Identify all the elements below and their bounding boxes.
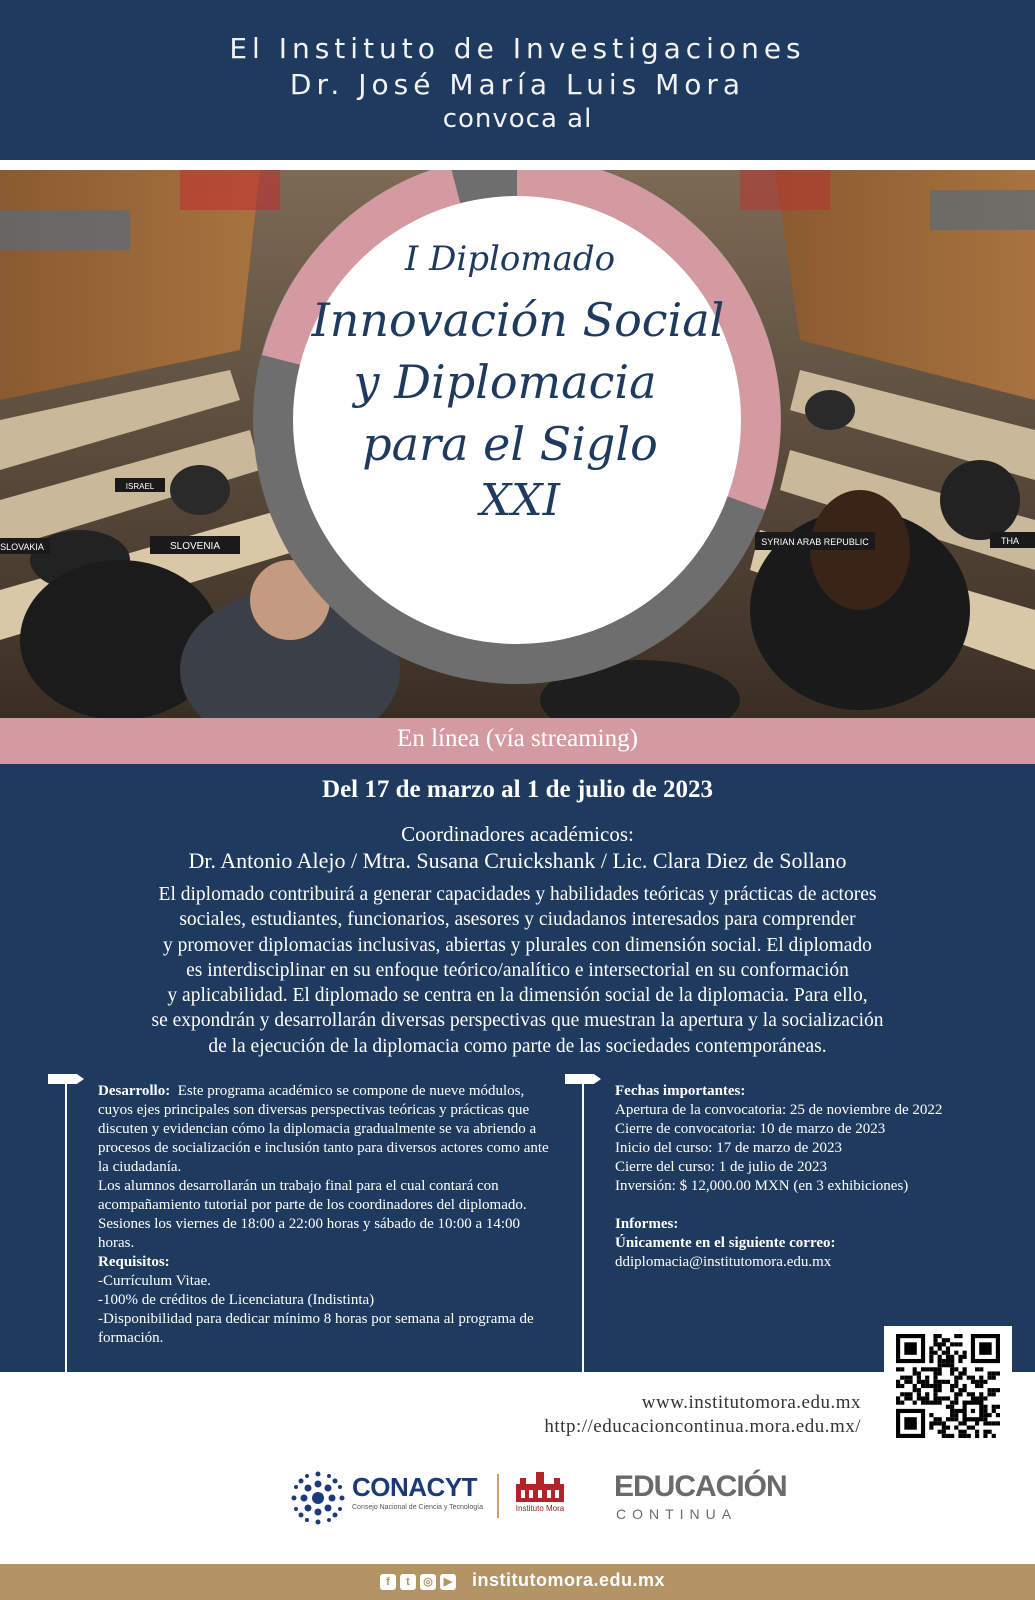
social-icons	[380, 1573, 460, 1591]
twitter-icon[interactable]: t	[400, 1574, 416, 1590]
flag-marker	[48, 1074, 84, 1084]
dates-text	[615, 1082, 1005, 1272]
fecha-item: Apertura de la convocatoria: 25 de noviembre de 2022	[615, 1102, 943, 1118]
requisito-item: -Currículum Vitae.	[98, 1273, 211, 1289]
assembly-hall-photo	[0, 170, 1035, 718]
description-line: El diplomado contribuirá a generar capacidades y habilidades teóricas y prácticas de actores	[158, 884, 877, 905]
streaming-label: En línea (vía streaming)	[397, 725, 638, 752]
streaming-band	[0, 718, 1035, 764]
alumnos-text: Los alumnos desarrollarán un trabajo final para el cual contará con acompañamiento tutorial por parte de los coordinadores del diplomado.	[98, 1178, 527, 1213]
title-line-3: y Diplomacia	[353, 355, 657, 409]
fecha-item: Inicio del curso: 17 de marzo de 2023	[615, 1140, 843, 1156]
sponsor-logos	[290, 1466, 787, 1532]
bottom-website-link[interactable]: institutomora.edu.mx	[472, 1570, 666, 1590]
sesiones-text: Sesiones los viernes de 18:00 a 22:00 horas y sábado de 10:00 a 14:00 horas.	[98, 1216, 521, 1251]
conacyt-subtitle: Consejo Nacional de Ciencia y Tecnología	[352, 1504, 484, 1511]
development-text	[98, 1082, 558, 1348]
description-line: y promover diplomacias inclusivas, abiertas y plurales con dimensión social. El diplomado	[163, 934, 872, 956]
educacion-wordmark: EDUCACIÓN	[614, 1470, 787, 1503]
flag-marker	[565, 1074, 601, 1084]
qr-code-icon	[892, 1334, 1004, 1438]
fecha-item: Cierre de convocatoria: 10 de marzo de 2023	[615, 1121, 886, 1137]
desarrollo-text: Este programa académico se compone de nueve módulos, cuyos ejes principales son diversas perspectivas teóricas y prácticas que discuten y evidencian cómo la diplomacia gradualmente se va abriendo a procesos de socialización e inclusión tanto para diversos actores como ante la ciudadanía.	[98, 1083, 549, 1175]
development-column	[48, 1074, 568, 1374]
convoca-line: convoca al	[442, 104, 593, 134]
qr-code[interactable]	[884, 1326, 1012, 1446]
title-line-2: Innovación Social	[311, 293, 725, 347]
column-line	[582, 1084, 584, 1372]
white-divider	[0, 160, 1035, 170]
description-line: se expondrán y desarrollarán diversas perspectivas que muestran la apertura y la socialización	[151, 1010, 884, 1032]
bottom-bar	[0, 1564, 1035, 1600]
course-dates: Del 17 de marzo al 1 de julio de 2023	[322, 776, 713, 803]
title-line-5: XXI	[479, 475, 561, 526]
title-line-4: para el Siglo	[362, 417, 658, 471]
description-line: y aplicabilidad. El diplomado se centra en la dimensión social de la diplomacia. Para ello,	[167, 985, 868, 1007]
placard-tha: THA	[1001, 536, 1019, 546]
instituto-mora-label: Instituto Mora	[515, 1504, 565, 1513]
informes-label: Informes:	[615, 1216, 679, 1232]
continuing-education-link[interactable]: http://educacioncontinua.mora.edu.mx/	[544, 1416, 861, 1437]
institute-line-1: El Instituto de Investigaciones	[229, 32, 806, 65]
description-line: sociales, estudiantes, funcionarios, asesores y ciudadanos interesados para comprender	[179, 909, 856, 931]
contact-email[interactable]: ddiplomacia@institutomora.edu.mx	[615, 1254, 832, 1270]
conacyt-wordmark: CONACYT	[352, 1472, 478, 1502]
institute-line-2: Dr. José María Luis Mora	[289, 68, 746, 101]
header	[0, 0, 1035, 160]
placard-slovenia: SLOVENIA	[169, 541, 221, 552]
title-line-1: I Diplomado	[404, 239, 616, 279]
youtube-icon[interactable]: ▶	[440, 1574, 456, 1590]
facebook-icon[interactable]: f	[380, 1574, 396, 1590]
description	[60, 882, 975, 1059]
placard-slovakia: SLOVAKIA	[0, 542, 44, 552]
fechas-label: Fechas importantes:	[615, 1083, 746, 1099]
coordinators-label: Coordinadores académicos:	[401, 822, 634, 846]
column-line	[65, 1084, 67, 1372]
correo-label: Únicamente en el siguiente correo:	[615, 1235, 836, 1251]
description-line: de la ejecución de la diplomacia como parte de las sociedades contemporáneas.	[208, 1035, 827, 1057]
placard-israel: ISRAEL	[125, 482, 155, 491]
instagram-icon[interactable]: ◎	[420, 1574, 436, 1590]
fecha-item: Cierre del curso: 1 de julio de 2023	[615, 1159, 828, 1175]
hero-image	[0, 170, 1035, 718]
placard-syria: SYRIAN ARAB REPUBLIC	[761, 537, 869, 547]
continua-wordmark: CONTINUA	[616, 1506, 738, 1522]
conacyt-logo-icon	[290, 1470, 346, 1526]
logo-divider	[497, 1474, 499, 1518]
requisito-item: -Disponibilidad para dedicar mínimo 8 horas por semana al programa de formación.	[98, 1311, 534, 1346]
fecha-item: Inversión: $ 12,000.00 MXN (en 3 exhibiciones)	[615, 1178, 909, 1194]
instituto-mora-logo-icon	[514, 1470, 566, 1504]
description-line: es interdisciplinar en su enfoque teórico/analítico e intersectorial en su conformación	[186, 959, 849, 981]
requisitos-label: Requisitos:	[98, 1254, 170, 1270]
requisito-item: -100% de créditos de Licenciatura (Indistinta)	[98, 1292, 375, 1308]
website-link[interactable]: www.institutomora.edu.mx	[641, 1392, 861, 1413]
desarrollo-label: Desarrollo:	[98, 1083, 171, 1099]
coordinators-names: Dr. Antonio Alejo / Mtra. Susana Cruickshank / Lic. Clara Diez de Sollano	[188, 848, 847, 873]
